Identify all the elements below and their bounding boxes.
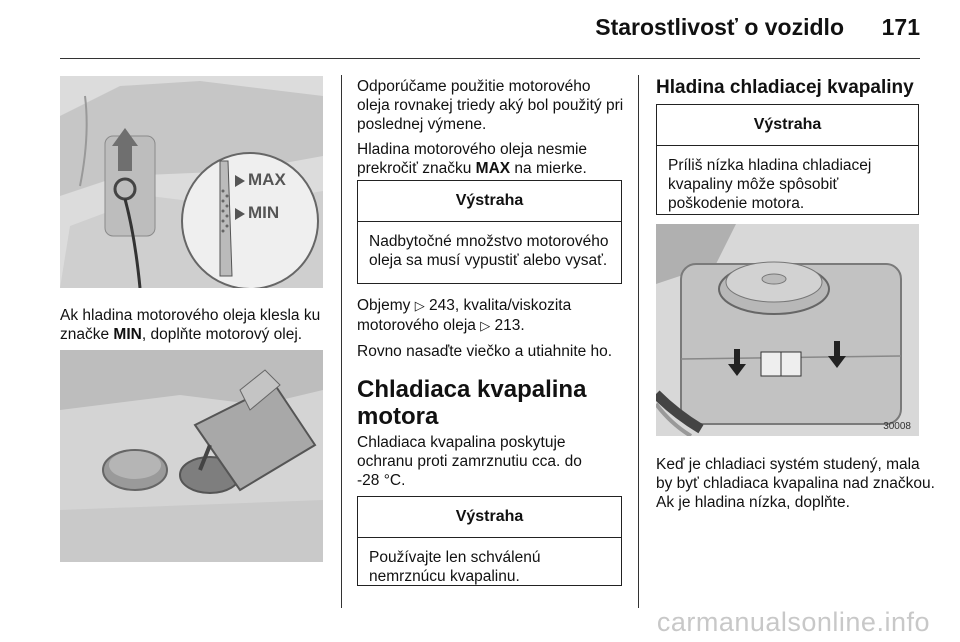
- coolant-level-paragraph: Keď je chladiaci systém studený, mala by byť chladiaca kvapalina nad značkou. Ak je hladina nízka, doplňte.: [656, 456, 935, 511]
- oil-filling-figure: [60, 350, 323, 562]
- watermark[interactable]: carmanualsonline.info: [656, 607, 930, 637]
- volumes-text-a: Objemy: [357, 297, 415, 314]
- max-text-bold: MAX: [475, 160, 511, 177]
- coolant-tank-figure: [656, 224, 919, 436]
- col1-text: [60, 306, 328, 344]
- warning-title-3: Výstraha: [657, 105, 918, 146]
- warning-box-1: [357, 180, 622, 284]
- column-divider-2: [638, 75, 639, 608]
- page-number: 171: [881, 14, 920, 40]
- cap-paragraph: Rovno nasaďte viečko a utiahnite ho.: [357, 343, 613, 360]
- col2-text-mid: [357, 296, 632, 490]
- page-ref-icon: ▷: [480, 319, 491, 334]
- recommendation-paragraph: Odporúčame použitie motorového oleja rovnakej triedy aký bol použitý pri poslednej výmene.: [357, 78, 624, 133]
- header-title: Starostlivosť o vozidlo: [595, 14, 844, 40]
- warning-text-2: Používajte len schválenú nemrznúcu kvapalinu.: [369, 549, 541, 585]
- coolant-heading: Chladiaca kvapalina motora: [357, 376, 587, 430]
- coolant-paragraph: Chladiaca kvapalina poskytuje ochranu proti zamrznutiu cca. do -28 °C.: [357, 434, 582, 489]
- page-ref-2[interactable]: 213: [494, 317, 521, 334]
- oil-filling-illustration: [60, 350, 323, 562]
- warning-text-3: Príliš nízka hladina chladiacej kvapaliny môže spôsobiť poškodenie motora.: [668, 157, 872, 212]
- max-level-paragraph: [357, 140, 625, 178]
- oil-dipstick-figure: [60, 76, 323, 288]
- min-label: MIN: [248, 203, 280, 222]
- min-text-bold: MIN: [113, 326, 142, 343]
- coolant-tank-illustration: [656, 224, 919, 436]
- max-text-pre: Hladina motorového oleja nesmie prekročiť značku: [357, 141, 588, 177]
- figure-number: 30008: [883, 421, 911, 432]
- warning-title-1: Výstraha: [358, 181, 621, 222]
- page-ref-icon: ▷: [414, 299, 425, 314]
- col3-heading-block: [656, 77, 946, 99]
- min-text-pre: Ak hladina motorového oleja klesla ku značke: [60, 307, 321, 343]
- column-divider-1: [341, 75, 342, 608]
- page-header: [0, 0, 960, 60]
- warning-box-3: [656, 104, 919, 215]
- volumes-text-b: , kvalita/viskozita motorového oleja: [357, 297, 572, 334]
- col3-text: [656, 455, 936, 512]
- volumes-paragraph: [357, 296, 632, 336]
- warning-box-2: [357, 496, 622, 586]
- warning-title-2: Výstraha: [358, 497, 621, 538]
- col2-text-top: [357, 77, 625, 178]
- min-level-paragraph: [60, 306, 328, 344]
- max-label: MAX: [248, 170, 286, 189]
- warning-text-1: Nadbytočné množstvo motorového oleja sa musí vypustiť alebo vysať.: [369, 233, 609, 269]
- coolant-level-heading: Hladina chladiacej kvapaliny: [656, 77, 914, 98]
- min-text-post: , doplňte motorový olej.: [141, 326, 303, 343]
- header-rule: [60, 58, 920, 59]
- max-text-post: na mierke.: [510, 160, 587, 177]
- volumes-text-c: .: [520, 317, 525, 334]
- page-ref-1[interactable]: 243: [429, 297, 455, 314]
